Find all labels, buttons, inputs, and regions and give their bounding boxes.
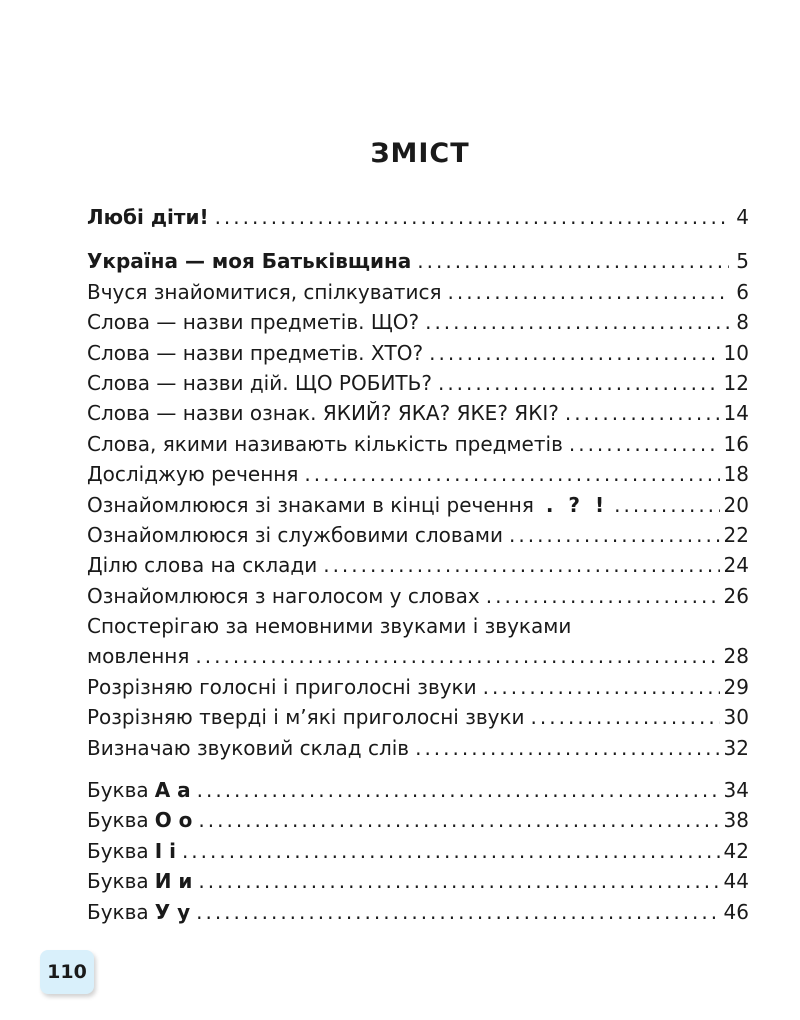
dot-leader (417, 246, 729, 276)
dot-leader (195, 641, 719, 671)
letter-pair: У у (154, 899, 191, 924)
toc-entry[interactable] (87, 550, 749, 580)
toc-entry-letter[interactable] (87, 897, 749, 927)
toc-entry-page: 29 (723, 674, 749, 699)
toc-entry-text: Слова — назви предметів. ЩО? (87, 310, 420, 335)
toc-entry-text: Буква (87, 808, 149, 833)
dot-leader (196, 897, 719, 927)
toc-entry-text: Розрізняю тверді і м’які приголосні звуки (87, 705, 525, 730)
toc-entry-page: 32 (723, 735, 749, 760)
toc-entry-page: 6 (736, 279, 749, 304)
toc-entry[interactable] (87, 307, 749, 337)
toc-entry-text: Досліджую речення (87, 462, 299, 487)
toc-entry-text: Ознайомлююся з наголосом у словах (87, 583, 480, 608)
dot-leader (182, 836, 720, 866)
dot-leader (447, 277, 729, 307)
toc-entry-letter[interactable] (87, 866, 749, 896)
toc-entry-section[interactable] (87, 246, 749, 276)
toc-entry-text: Буква (87, 869, 149, 894)
dot-leader (429, 338, 719, 368)
page-number-badge: 110 (40, 950, 94, 994)
toc-entry[interactable] (87, 581, 749, 611)
toc-entry[interactable] (87, 702, 749, 732)
toc-entry[interactable] (87, 490, 749, 520)
toc-entry-text: Любі діти! (87, 205, 209, 229)
toc-entry-text-line1[interactable]: Спостерігаю за немовними звуками і звуками (87, 614, 572, 639)
toc-entry-page: 22 (723, 522, 749, 547)
letter-pair: І і (154, 838, 176, 863)
toc-entry-page: 42 (723, 838, 749, 863)
toc-entry-page: 28 (723, 644, 749, 669)
toc-entry-page: 4 (736, 205, 749, 229)
punctuation-marks: . ? ! (545, 492, 609, 517)
page-title: ЗМІСТ (370, 138, 470, 169)
toc-entry-intro[interactable] (87, 202, 749, 232)
dot-leader (614, 490, 719, 520)
dot-leader (569, 429, 720, 459)
toc-entry-letter[interactable] (87, 775, 749, 805)
dot-leader (198, 805, 719, 835)
toc-entry-text: Слова — назви дій. ЩО РОБИТЬ? (87, 370, 432, 395)
table-of-contents (87, 202, 749, 927)
toc-entry-text: Ділю слова на склади (87, 553, 318, 578)
letter-pair: О о (154, 808, 193, 833)
toc-entry[interactable] (87, 641, 749, 671)
dot-leader (486, 581, 720, 611)
toc-entry-text: Визначаю звуковий склад слів (87, 735, 410, 760)
toc-entry[interactable] (87, 459, 749, 489)
letter-pair: А а (154, 778, 191, 803)
dot-leader (565, 398, 720, 428)
toc-entry-text: Буква (87, 838, 149, 863)
toc-entry[interactable] (87, 429, 749, 459)
toc-entry-page: 24 (723, 553, 749, 578)
toc-entry[interactable] (87, 368, 749, 398)
dot-leader (438, 368, 720, 398)
toc-entry-text: Україна — моя Батьківщина (87, 249, 412, 274)
dot-leader (197, 775, 720, 805)
dot-leader (323, 550, 719, 580)
toc-entry[interactable] (87, 520, 749, 550)
toc-entry-text: Слова, якими називають кількість предметів (87, 431, 563, 456)
toc-entry-letter[interactable] (87, 836, 749, 866)
toc-entry-page: 16 (723, 431, 749, 456)
toc-entry-letter[interactable] (87, 805, 749, 835)
toc-entry-page: 14 (723, 401, 749, 426)
toc-entry-page: 46 (723, 899, 749, 924)
toc-entry[interactable] (87, 338, 749, 368)
toc-entry-text: Буква (87, 899, 149, 924)
toc-entry-page: 38 (723, 808, 749, 833)
dot-leader (415, 733, 719, 763)
toc-entry-page: 44 (723, 869, 749, 894)
dot-leader (483, 672, 720, 702)
toc-entry-page: 5 (736, 249, 749, 274)
dot-leader (425, 307, 729, 337)
toc-entry-page: 12 (723, 370, 749, 395)
dot-leader (531, 702, 720, 732)
toc-entry-text: Ознайомлююся зі знаками в кінці речення (87, 492, 534, 517)
toc-entry-text: мовлення (87, 644, 190, 669)
toc-entry-page: 18 (723, 462, 749, 487)
toc-entry-text: Буква (87, 778, 149, 803)
toc-entry-text: Вчуся знайомитися, спілкуватися (87, 279, 442, 304)
dot-leader (198, 866, 719, 896)
toc-entry-text: Слова — назви предметів. ХТО? (87, 340, 424, 365)
toc-entry-text: Розрізняю голосні і приголосні звуки (87, 674, 477, 699)
toc-entry-page: 20 (723, 492, 749, 517)
toc-entry-page: 10 (723, 340, 749, 365)
toc-entry[interactable] (87, 277, 749, 307)
toc-entry[interactable] (87, 733, 749, 763)
toc-entry-text: Слова — назви ознак. ЯКИЙ? ЯКА? ЯКЕ? ЯКІ? (87, 401, 559, 426)
dot-leader (304, 459, 719, 489)
dot-leader (215, 202, 729, 232)
toc-entry-page: 30 (723, 705, 749, 730)
toc-entry[interactable] (87, 398, 749, 428)
dot-leader (509, 520, 720, 550)
toc-entry-page: 8 (736, 310, 749, 335)
toc-entry-text: Ознайомлююся зі службовими словами (87, 522, 503, 547)
toc-entry-page: 34 (723, 778, 749, 803)
toc-entry[interactable] (87, 672, 749, 702)
letter-pair: И и (154, 869, 193, 894)
toc-entry-page: 26 (723, 583, 749, 608)
